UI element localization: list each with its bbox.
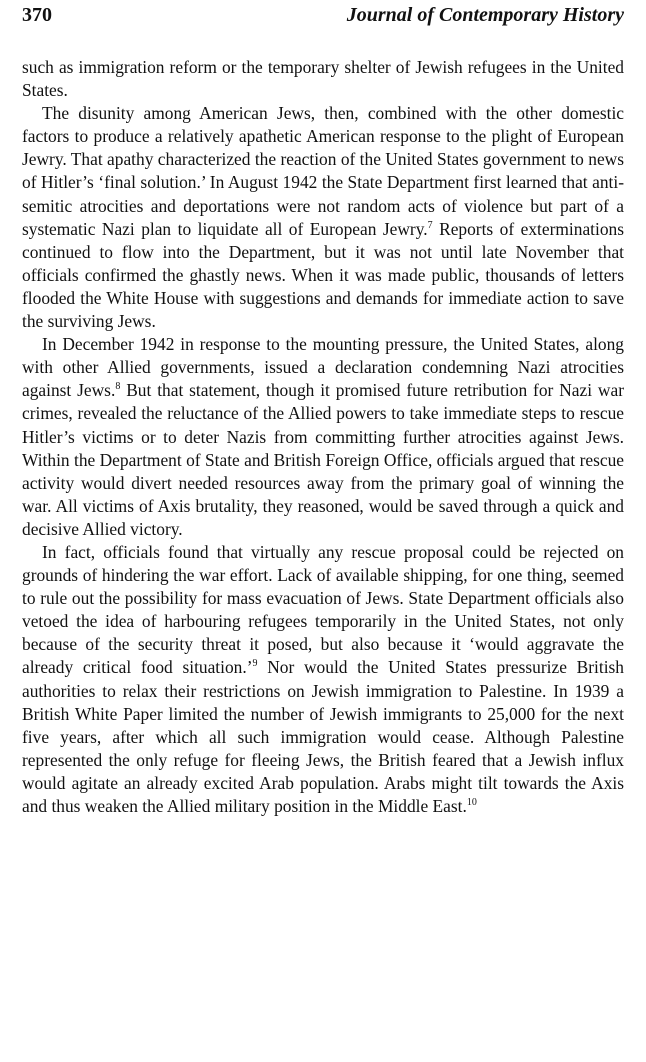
page-number: 370	[22, 4, 52, 26]
paragraph-4: In fact, officials found that virtually any rescue proposal could be rejected on grounds of hindering the war effort. Lack of available shipping, for one thing, seemed to rule out the possibility for mass evacuation of Jews. State Department officials also vetoed the idea of harbouring refugees temporarily in the United States, not only because of the security threat it posed, but also because it ‘would aggravate the already critical food situation.’$^9$ Nor would the United States pressurize British authorities to relax their restrictions on Jewish immigration to Palestine. In 1939 a British White Paper limited the number of Jewish immigrants to 25,000 for the next five years, after which all such immigration would cease. Although Palestine represented the only refuge for fleeing Jews, the British feared that a Jewish influx would agitate an already excited Arab population. Arabs might tilt towards the Axis and thus weaken the Allied military position in the Middle East.$^{10}$	[22, 541, 625, 816]
running-header	[22, 4, 624, 34]
paragraph-3: In December 1942 in response to the mounting pressure, the United States, along with other Allied governments, issued a declaration condemning Nazi atrocities against Jews.$^8$ But that statement, though it promised future retribution for Nazi war crimes, revealed the reluctance of the Allied powers to take immediate steps to rescue Hitler’s victims or to deter Nazis from committing further atrocities against Jews. Within the Department of State and British Foreign Office, officials argued that rescue activity would divert needed resources away from the primary goal of winning the war. All victims of Axis brutality, they reasoned, would be saved through a quick and decisive Allied victory.	[22, 334, 624, 539]
footnote-ref-8: 8	[115, 381, 121, 393]
journal-title: Journal of Contemporary History	[346, 4, 624, 26]
footnote-ref-10: 10	[466, 797, 477, 809]
footnote-ref-9: 9	[252, 658, 258, 670]
body-text	[22, 56, 624, 818]
paragraph-1: such as immigration reform or the temporary shelter of Jewish refugees in the United States.	[22, 57, 624, 101]
footnote-ref-7: 7	[427, 219, 433, 231]
paragraph-2: The disunity among American Jews, then, combined with the other domestic factors to produce a relatively apathetic American response to the plight of European Jewry. That apathy characterized the reaction of the United States government to news of Hitler’s ‘final solution.’ In August 1942 the State Department first learned that anti-semitic atrocities and deportations were not random acts of violence but part of a systematic Nazi plan to liquidate all of European Jewry.$^7$ Reports of exterminations continued to flow into the Department, but it was not until late November that officials confirmed the ghastly news. When it was made public, thousands of letters flooded the White House with suggestions and demands for immediate action to save the surviving Jews.	[22, 103, 624, 332]
